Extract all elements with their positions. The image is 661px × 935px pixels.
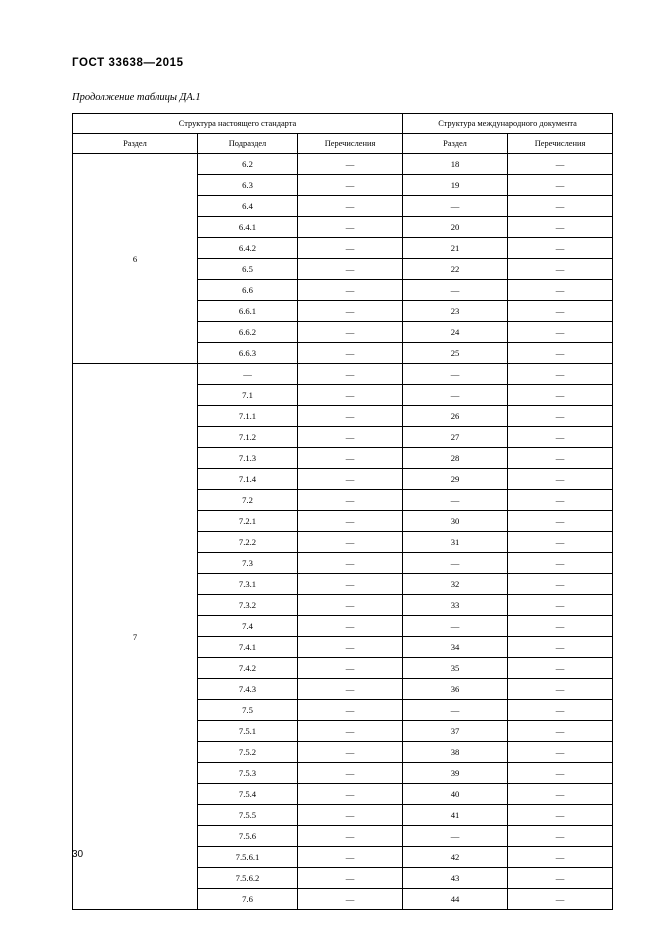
cell-podrazdel: 7.5.6.1 bbox=[198, 847, 298, 868]
cell-podrazdel: 7.5.3 bbox=[198, 763, 298, 784]
cell-md-perechisleniya: — bbox=[508, 574, 613, 595]
cell-md-razdel: 37 bbox=[403, 721, 508, 742]
cell-md-razdel: 44 bbox=[403, 889, 508, 910]
cell-md-perechisleniya: — bbox=[508, 301, 613, 322]
cell-podrazdel: 7.2.1 bbox=[198, 511, 298, 532]
cell-perechisleniya: — bbox=[298, 763, 403, 784]
standard-number: ГОСТ 33638—2015 bbox=[72, 57, 184, 69]
cell-podrazdel: 6.6.1 bbox=[198, 301, 298, 322]
cell-podrazdel: 7.5.5 bbox=[198, 805, 298, 826]
cell-perechisleniya: — bbox=[298, 322, 403, 343]
cell-podrazdel: 7.4.2 bbox=[198, 658, 298, 679]
column-header-md-razdel: Раздел bbox=[403, 134, 508, 154]
cell-podrazdel: 7.4.3 bbox=[198, 679, 298, 700]
cell-podrazdel: 7.1.4 bbox=[198, 469, 298, 490]
cell-md-razdel: — bbox=[403, 490, 508, 511]
cell-perechisleniya: — bbox=[298, 721, 403, 742]
cell-perechisleniya: — bbox=[298, 553, 403, 574]
cell-perechisleniya: — bbox=[298, 847, 403, 868]
cell-md-razdel: 40 bbox=[403, 784, 508, 805]
cell-perechisleniya: — bbox=[298, 826, 403, 847]
cell-podrazdel: 7.1 bbox=[198, 385, 298, 406]
cell-podrazdel: 6.6.3 bbox=[198, 343, 298, 364]
cell-md-perechisleniya: — bbox=[508, 889, 613, 910]
cell-md-perechisleniya: — bbox=[508, 784, 613, 805]
cell-perechisleniya: — bbox=[298, 259, 403, 280]
cell-perechisleniya: — bbox=[298, 679, 403, 700]
cell-perechisleniya: — bbox=[298, 196, 403, 217]
column-header-podrazdel: Подраздел bbox=[198, 134, 298, 154]
cell-podrazdel: 6.5 bbox=[198, 259, 298, 280]
column-header-perechisleniya: Перечисления bbox=[298, 134, 403, 154]
cell-md-razdel: 22 bbox=[403, 259, 508, 280]
cell-perechisleniya: — bbox=[298, 511, 403, 532]
cell-md-perechisleniya: — bbox=[508, 385, 613, 406]
cell-md-razdel: 21 bbox=[403, 238, 508, 259]
cell-perechisleniya: — bbox=[298, 154, 403, 175]
cell-md-razdel: — bbox=[403, 616, 508, 637]
structure-comparison-table bbox=[72, 113, 613, 910]
cell-md-perechisleniya: — bbox=[508, 721, 613, 742]
cell-md-razdel: — bbox=[403, 385, 508, 406]
cell-podrazdel: 7.2.2 bbox=[198, 532, 298, 553]
cell-podrazdel: 7.3 bbox=[198, 553, 298, 574]
cell-md-perechisleniya: — bbox=[508, 427, 613, 448]
cell-md-perechisleniya: — bbox=[508, 679, 613, 700]
cell-md-perechisleniya: — bbox=[508, 847, 613, 868]
cell-md-perechisleniya: — bbox=[508, 700, 613, 721]
cell-md-razdel: 19 bbox=[403, 175, 508, 196]
cell-perechisleniya: — bbox=[298, 490, 403, 511]
cell-podrazdel: 7.4.1 bbox=[198, 637, 298, 658]
cell-md-perechisleniya: — bbox=[508, 217, 613, 238]
cell-perechisleniya: — bbox=[298, 595, 403, 616]
cell-md-perechisleniya: — bbox=[508, 826, 613, 847]
cell-md-razdel: 42 bbox=[403, 847, 508, 868]
table-caption: Продолжение таблицы ДА.1 bbox=[72, 92, 201, 103]
cell-md-perechisleniya: — bbox=[508, 658, 613, 679]
cell-md-razdel: 38 bbox=[403, 742, 508, 763]
cell-md-perechisleniya: — bbox=[508, 616, 613, 637]
cell-podrazdel: 6.4.1 bbox=[198, 217, 298, 238]
cell-perechisleniya: — bbox=[298, 301, 403, 322]
cell-podrazdel: 6.6 bbox=[198, 280, 298, 301]
page-number: 30 bbox=[72, 849, 84, 860]
cell-md-perechisleniya: — bbox=[508, 490, 613, 511]
table-row bbox=[73, 364, 613, 385]
cell-md-perechisleniya: — bbox=[508, 196, 613, 217]
cell-perechisleniya: — bbox=[298, 238, 403, 259]
cell-md-razdel: 39 bbox=[403, 763, 508, 784]
cell-md-perechisleniya: — bbox=[508, 868, 613, 889]
group-header-international: Структура международного документа bbox=[403, 114, 613, 134]
cell-podrazdel: 6.4 bbox=[198, 196, 298, 217]
cell-perechisleniya: — bbox=[298, 616, 403, 637]
cell-perechisleniya: — bbox=[298, 805, 403, 826]
cell-podrazdel: 6.6.2 bbox=[198, 322, 298, 343]
cell-md-razdel: 20 bbox=[403, 217, 508, 238]
table-row bbox=[73, 154, 613, 175]
cell-md-perechisleniya: — bbox=[508, 154, 613, 175]
cell-perechisleniya: — bbox=[298, 889, 403, 910]
cell-md-perechisleniya: — bbox=[508, 448, 613, 469]
cell-md-perechisleniya: — bbox=[508, 238, 613, 259]
cell-md-perechisleniya: — bbox=[508, 322, 613, 343]
cell-perechisleniya: — bbox=[298, 700, 403, 721]
cell-podrazdel: — bbox=[198, 364, 298, 385]
cell-podrazdel: 7.5.1 bbox=[198, 721, 298, 742]
cell-md-razdel: 36 bbox=[403, 679, 508, 700]
cell-podrazdel: 7.5.4 bbox=[198, 784, 298, 805]
cell-md-razdel: — bbox=[403, 364, 508, 385]
cell-perechisleniya: — bbox=[298, 784, 403, 805]
cell-podrazdel: 7.6 bbox=[198, 889, 298, 910]
cell-razdel: 7 bbox=[73, 364, 198, 910]
cell-razdel: 6 bbox=[73, 154, 198, 364]
cell-perechisleniya: — bbox=[298, 574, 403, 595]
cell-md-razdel: — bbox=[403, 553, 508, 574]
cell-perechisleniya: — bbox=[298, 427, 403, 448]
table-body bbox=[73, 154, 613, 910]
cell-md-perechisleniya: — bbox=[508, 175, 613, 196]
cell-perechisleniya: — bbox=[298, 868, 403, 889]
table-head bbox=[73, 114, 613, 154]
cell-podrazdel: 6.3 bbox=[198, 175, 298, 196]
cell-podrazdel: 6.4.2 bbox=[198, 238, 298, 259]
cell-podrazdel: 7.5.6 bbox=[198, 826, 298, 847]
cell-md-razdel: 35 bbox=[403, 658, 508, 679]
cell-md-perechisleniya: — bbox=[508, 805, 613, 826]
cell-md-razdel: 26 bbox=[403, 406, 508, 427]
cell-perechisleniya: — bbox=[298, 406, 403, 427]
cell-md-perechisleniya: — bbox=[508, 637, 613, 658]
cell-md-razdel: 29 bbox=[403, 469, 508, 490]
cell-md-razdel: 25 bbox=[403, 343, 508, 364]
table-column-header-row bbox=[73, 134, 613, 154]
cell-md-perechisleniya: — bbox=[508, 406, 613, 427]
cell-perechisleniya: — bbox=[298, 637, 403, 658]
cell-podrazdel: 7.5.6.2 bbox=[198, 868, 298, 889]
cell-md-perechisleniya: — bbox=[508, 511, 613, 532]
cell-podrazdel: 7.5 bbox=[198, 700, 298, 721]
cell-md-perechisleniya: — bbox=[508, 532, 613, 553]
cell-podrazdel: 6.2 bbox=[198, 154, 298, 175]
cell-md-razdel: 43 bbox=[403, 868, 508, 889]
cell-perechisleniya: — bbox=[298, 217, 403, 238]
column-header-md-perechisleniya: Перечисления bbox=[508, 134, 613, 154]
cell-perechisleniya: — bbox=[298, 532, 403, 553]
cell-md-perechisleniya: — bbox=[508, 280, 613, 301]
cell-podrazdel: 7.4 bbox=[198, 616, 298, 637]
cell-md-razdel: 41 bbox=[403, 805, 508, 826]
cell-md-razdel: — bbox=[403, 700, 508, 721]
cell-md-perechisleniya: — bbox=[508, 343, 613, 364]
cell-md-perechisleniya: — bbox=[508, 259, 613, 280]
cell-perechisleniya: — bbox=[298, 175, 403, 196]
cell-md-razdel: 32 bbox=[403, 574, 508, 595]
cell-md-razdel: — bbox=[403, 280, 508, 301]
cell-md-perechisleniya: — bbox=[508, 595, 613, 616]
cell-perechisleniya: — bbox=[298, 448, 403, 469]
cell-perechisleniya: — bbox=[298, 364, 403, 385]
cell-md-razdel: 27 bbox=[403, 427, 508, 448]
cell-perechisleniya: — bbox=[298, 343, 403, 364]
cell-md-razdel: — bbox=[403, 196, 508, 217]
cell-perechisleniya: — bbox=[298, 658, 403, 679]
cell-perechisleniya: — bbox=[298, 385, 403, 406]
cell-perechisleniya: — bbox=[298, 280, 403, 301]
cell-md-razdel: 30 bbox=[403, 511, 508, 532]
cell-md-razdel: 18 bbox=[403, 154, 508, 175]
cell-perechisleniya: — bbox=[298, 742, 403, 763]
column-header-razdel: Раздел bbox=[73, 134, 198, 154]
cell-podrazdel: 7.3.2 bbox=[198, 595, 298, 616]
cell-md-perechisleniya: — bbox=[508, 763, 613, 784]
cell-podrazdel: 7.1.3 bbox=[198, 448, 298, 469]
cell-podrazdel: 7.5.2 bbox=[198, 742, 298, 763]
cell-md-razdel: 34 bbox=[403, 637, 508, 658]
cell-md-razdel: — bbox=[403, 826, 508, 847]
cell-md-razdel: 28 bbox=[403, 448, 508, 469]
cell-md-razdel: 23 bbox=[403, 301, 508, 322]
cell-podrazdel: 7.1.2 bbox=[198, 427, 298, 448]
cell-md-razdel: 24 bbox=[403, 322, 508, 343]
table-group-header-row bbox=[73, 114, 613, 134]
cell-podrazdel: 7.2 bbox=[198, 490, 298, 511]
cell-perechisleniya: — bbox=[298, 469, 403, 490]
cell-md-perechisleniya: — bbox=[508, 742, 613, 763]
cell-md-perechisleniya: — bbox=[508, 469, 613, 490]
group-header-national: Структура настоящего стандарта bbox=[73, 114, 403, 134]
cell-podrazdel: 7.1.1 bbox=[198, 406, 298, 427]
cell-md-razdel: 33 bbox=[403, 595, 508, 616]
cell-podrazdel: 7.3.1 bbox=[198, 574, 298, 595]
cell-md-razdel: 31 bbox=[403, 532, 508, 553]
cell-md-perechisleniya: — bbox=[508, 553, 613, 574]
cell-md-perechisleniya: — bbox=[508, 364, 613, 385]
